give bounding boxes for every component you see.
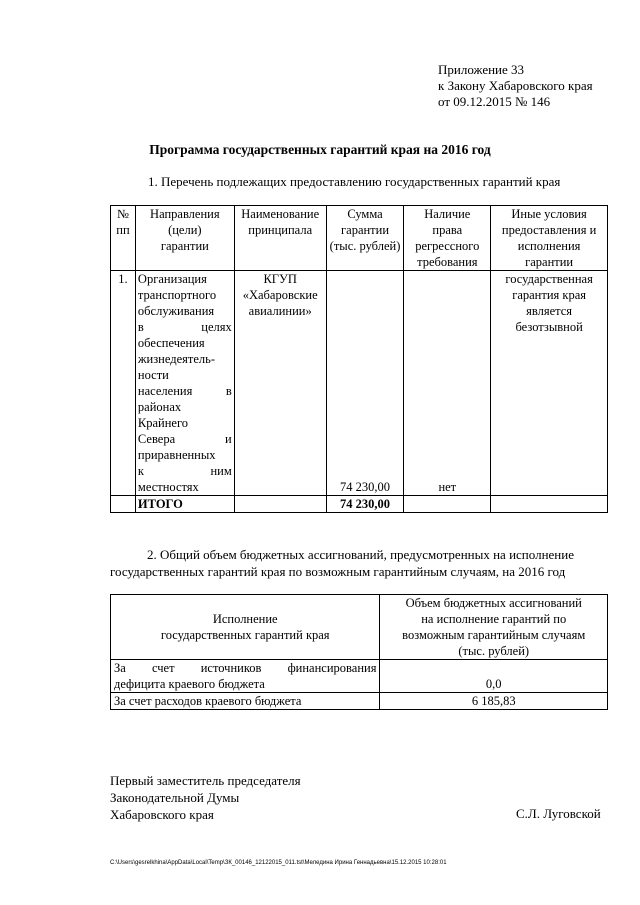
signature-line-3: Хабаровского края: [110, 807, 214, 822]
file-path-footer: C:\Users\gesrelkhina\AppData\Local\Temp\ЗК_00146_12122015_011.tst\Меледина Ирина Геннадьевна\15.12.2015 10:28:01: [110, 860, 447, 866]
annex-line-2: к Закону Хабаровского края: [438, 78, 593, 93]
total-empty: [111, 496, 136, 513]
total-empty: [234, 496, 326, 513]
table-header-row: [111, 206, 608, 271]
total-amount: 74 230,00: [326, 496, 404, 513]
signature-line-1: Первый заместитель председателя: [110, 773, 301, 788]
section-2-heading: 2. Общий объем бюджетных ассигнований, предусмотренных на исполнение государственных гарантий края по возможным гарантийным случаям, на 2016 год: [110, 547, 574, 579]
header-conditions: Иные условия предоставления и исполнения гарантии: [491, 206, 608, 271]
annex-line-1: Приложение 33: [438, 62, 525, 77]
row-label: За счет источников финансирования дефицита краевого бюджета: [111, 660, 380, 693]
row-value: 6 185,83: [380, 693, 608, 710]
row-direction: Организация транспортного обслуживания в целях обеспечения жизнедеятель- ности населения в районах Крайнего Севера и приравненных к ним местностях: [135, 271, 234, 496]
header-volume: Объем бюджетных ассигнований на исполнение гарантий по возможным гарантийным случаям (тыс. рублей): [380, 595, 608, 660]
row-amount: 74 230,00: [326, 271, 404, 496]
section-1-heading: 1. Перечень подлежащих предоставлению государственных гарантий края: [148, 174, 561, 189]
total-label: ИТОГО: [135, 496, 234, 513]
document-title: Программа государственных гарантий края на 2016 год: [149, 142, 491, 157]
table-row: [111, 271, 608, 496]
header-direction: Направления (цели) гарантии: [135, 206, 234, 271]
row-principal: КГУП «Хабаровские авиалинии»: [234, 271, 326, 496]
signature-line-2: Законодательной Думы: [110, 790, 240, 805]
guarantees-table: [110, 205, 608, 513]
appropriations-table: [110, 594, 608, 710]
header-principal: Наименование принципала: [234, 206, 326, 271]
table-header-row: [111, 595, 608, 660]
annex-header: [438, 62, 593, 110]
total-empty: [491, 496, 608, 513]
row-value: 0,0: [380, 660, 608, 693]
signatory-name: С.Л. Луговской: [516, 806, 601, 821]
header-num: № пп: [111, 206, 136, 271]
table-row: [111, 693, 608, 710]
signature-block: [110, 772, 301, 823]
header-regress: Наличие права регрессного требования: [404, 206, 491, 271]
row-label: За счет расходов краевого бюджета: [111, 693, 380, 710]
row-regress: нет: [404, 271, 491, 496]
row-conditions: государственная гарантия края является безотзывной: [491, 271, 608, 496]
total-empty: [404, 496, 491, 513]
annex-line-3: от 09.12.2015 № 146: [438, 94, 551, 109]
row-num: 1.: [111, 271, 136, 496]
table-row: [111, 660, 608, 693]
header-amount: Сумма гарантии (тыс. рублей): [326, 206, 404, 271]
header-execution: Исполнение государственных гарантий края: [111, 595, 380, 660]
table-total-row: [111, 496, 608, 513]
